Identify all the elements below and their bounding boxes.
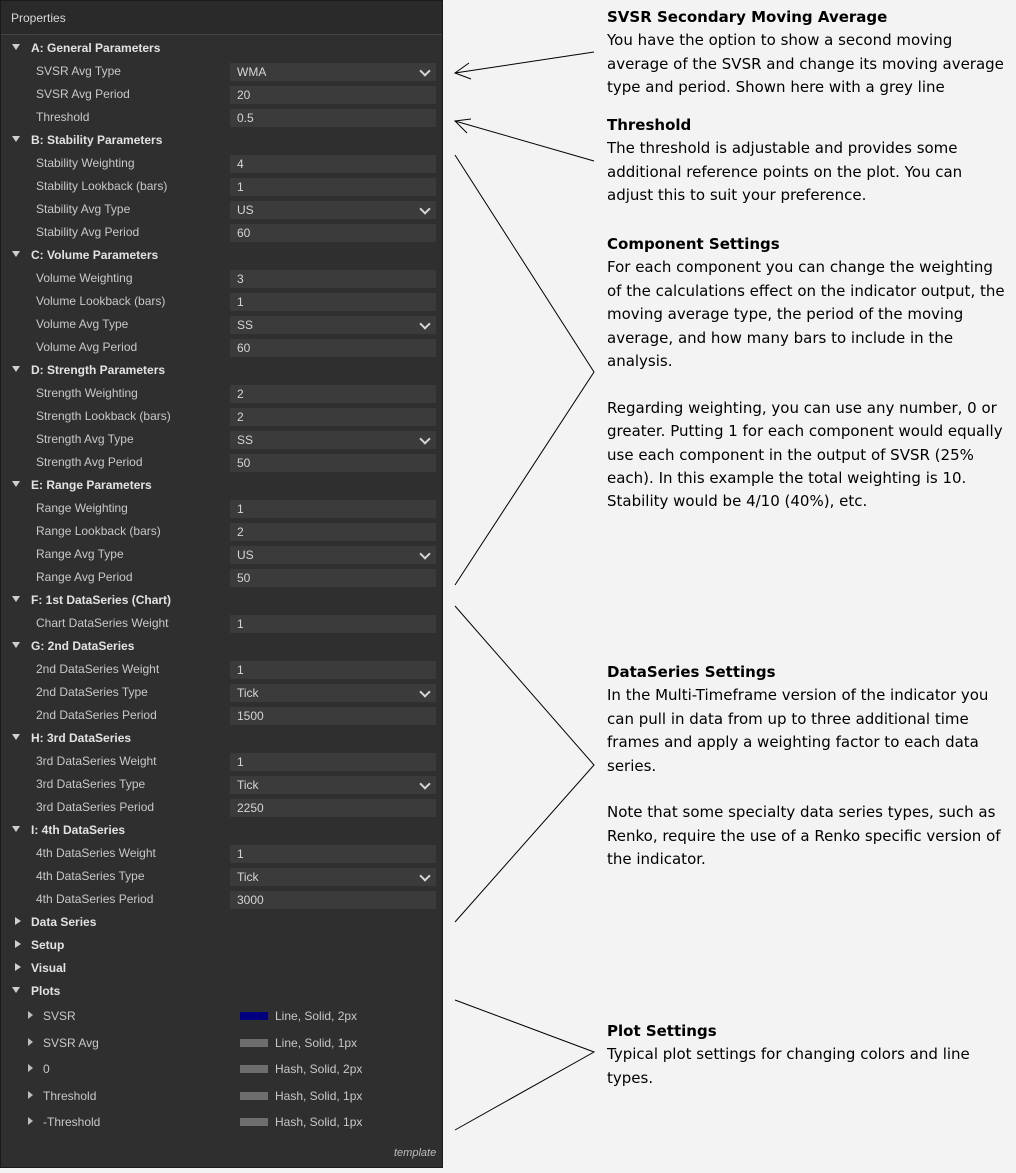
plot-style-value[interactable]: Hash, Solid, 1px [275, 1115, 363, 1129]
note-plot-settings-title: Plot Settings [607, 1022, 717, 1040]
property-row [1, 313, 442, 336]
bracket-plot-settings [455, 1000, 594, 1130]
property-row [1, 428, 442, 451]
property-label: 4th DataSeries Type [36, 869, 145, 883]
section-header[interactable] [1, 589, 442, 612]
property-label: Volume Weighting [36, 271, 133, 285]
section-label: G: 2nd DataSeries [31, 639, 135, 653]
section-label: D: Strength Parameters [31, 363, 166, 377]
property-dropdown[interactable]: US [230, 546, 436, 564]
plot-label: Threshold [43, 1088, 97, 1103]
property-label: Threshold [36, 110, 90, 124]
property-label: 2nd DataSeries Period [36, 708, 157, 722]
property-input[interactable]: 0.5 [230, 109, 436, 127]
note-dataseries-settings-text-1: In the Multi-Timeframe version of the indicator you can pull in data from up to three additional time frames and apply a weighting factor to each data series. [607, 686, 989, 775]
plot-label: 0 [43, 1062, 50, 1076]
property-row [1, 704, 442, 727]
section-header[interactable] [1, 474, 442, 497]
property-input[interactable]: 1 [230, 753, 436, 771]
property-label: Chart DataSeries Weight [36, 616, 169, 630]
property-label: Stability Avg Period [36, 225, 140, 239]
property-input[interactable]: 1 [230, 661, 436, 679]
plot-color-swatch[interactable] [240, 1118, 268, 1126]
property-label: Stability Avg Type [36, 202, 131, 216]
expand-arrow-icon[interactable] [12, 642, 20, 648]
property-row [1, 175, 442, 198]
expand-arrow-icon[interactable] [12, 366, 20, 372]
section-header[interactable] [1, 129, 442, 152]
note-component-settings [607, 233, 1007, 514]
plot-color-swatch[interactable] [240, 1065, 268, 1073]
property-label: Stability Lookback (bars) [36, 179, 168, 193]
section-header[interactable] [1, 635, 442, 658]
property-input[interactable]: 20 [230, 86, 436, 104]
property-input[interactable]: 2 [230, 385, 436, 403]
plot-style-value[interactable]: Line, Solid, 1px [275, 1035, 358, 1050]
note-threshold-text: The threshold is adjustable and provides some additional reference points on the plot. You can adjust this to suit your preference. [607, 139, 963, 205]
property-dropdown[interactable]: SS [230, 431, 436, 449]
note-dataseries-settings-text-2: Note that some specialty data series types, such as Renko, require the use of a Renko specific version of the indicator. [607, 803, 1001, 869]
plot-row[interactable] [1, 1109, 442, 1135]
section-label: F: 1st DataSeries (Chart) [31, 593, 172, 607]
section-header[interactable] [1, 934, 442, 957]
property-row [1, 566, 442, 589]
property-dropdown[interactable]: SS [230, 316, 436, 334]
expand-arrow-icon[interactable] [12, 596, 20, 602]
property-row [1, 451, 442, 474]
property-dropdown[interactable]: WMA [230, 63, 436, 81]
collapse-arrow-icon[interactable] [15, 940, 21, 948]
bracket-dataseries-settings [455, 606, 594, 922]
property-label: Range Avg Period [36, 570, 133, 584]
property-row [1, 865, 442, 888]
property-row [1, 382, 442, 405]
property-label: SVSR Avg Period [36, 87, 130, 101]
plot-style-value[interactable]: Hash, Solid, 2px [275, 1062, 363, 1076]
expand-arrow-icon[interactable] [12, 734, 20, 740]
property-row [1, 681, 442, 704]
property-input[interactable]: 1 [230, 178, 436, 196]
property-input[interactable]: 2250 [230, 799, 436, 817]
section-label: A: General Parameters [31, 41, 161, 55]
collapse-arrow-icon[interactable] [15, 963, 21, 971]
property-row [1, 773, 442, 796]
property-row [1, 497, 442, 520]
property-row [1, 83, 442, 106]
property-label: Range Weighting [36, 501, 128, 515]
property-label: Strength Avg Period [36, 455, 143, 469]
property-label: 3rd DataSeries Period [36, 800, 155, 814]
property-label: 2nd DataSeries Weight [36, 662, 160, 676]
expand-arrow-icon[interactable] [12, 251, 20, 257]
note-plot-settings-text: Typical plot settings for changing colors and line types. [607, 1045, 970, 1087]
property-row [1, 796, 442, 819]
expand-arrow-icon[interactable] [12, 826, 20, 832]
note-component-settings-text-2: Regarding weighting, you can use any number, 0 or greater. Putting 1 for each component would equally use each component in the output of SVSR (25% each). In this example the total weighting is 10. Stability would be 4/10 (40%), etc. [607, 398, 1003, 511]
section-label: H: 3rd DataSeries [31, 731, 132, 745]
note-threshold-title: Threshold [607, 116, 692, 134]
property-label: Strength Avg Type [36, 432, 134, 446]
property-row [1, 106, 442, 129]
plot-row[interactable] [1, 1003, 442, 1029]
expand-arrow-icon[interactable] [28, 1011, 33, 1019]
property-row [1, 750, 442, 773]
section-label: B: Stability Parameters [31, 133, 163, 147]
property-label: Volume Lookback (bars) [36, 294, 166, 308]
section-label: C: Volume Parameters [31, 248, 159, 262]
property-dropdown[interactable]: Tick [230, 868, 436, 886]
expand-arrow-icon[interactable] [12, 136, 20, 142]
expand-arrow-icon[interactable] [28, 1064, 33, 1072]
note-component-settings-title: Component Settings [607, 235, 780, 253]
property-label: Stability Weighting [36, 156, 135, 170]
property-row [1, 888, 442, 911]
arrowhead-secondary-ma [455, 63, 471, 79]
property-row [1, 198, 442, 221]
property-label: 2nd DataSeries Type [36, 685, 148, 699]
property-row [1, 290, 442, 313]
property-label: Volume Avg Type [36, 317, 129, 331]
property-input[interactable]: 1 [230, 615, 436, 633]
property-dropdown[interactable]: Tick [230, 684, 436, 702]
expand-arrow-icon[interactable] [12, 987, 20, 993]
panel-title: Properties [1, 1, 442, 35]
property-input[interactable]: 60 [230, 339, 436, 357]
property-row [1, 520, 442, 543]
properties-panel [0, 0, 443, 1168]
property-row [1, 612, 442, 635]
property-label: 3rd DataSeries Type [36, 777, 146, 791]
plot-row[interactable] [1, 1083, 442, 1109]
plot-color-swatch[interactable] [240, 1012, 268, 1020]
section-header[interactable] [1, 911, 442, 934]
expand-arrow-icon[interactable] [28, 1091, 33, 1099]
plot-label: SVSR Avg [43, 1035, 99, 1050]
property-label: Strength Weighting [36, 386, 138, 400]
arrow-line-secondary-ma [455, 52, 594, 73]
note-secondary-ma-title: SVSR Secondary Moving Average [607, 8, 888, 26]
property-label: 3rd DataSeries Weight [36, 754, 157, 768]
plot-row[interactable] [1, 1056, 442, 1082]
property-label: Range Avg Type [36, 547, 124, 561]
plot-style-value[interactable]: Line, Solid, 2px [275, 1009, 358, 1023]
expand-arrow-icon[interactable] [28, 1117, 33, 1125]
section-label: Setup [31, 938, 65, 952]
property-input[interactable]: 1 [230, 293, 436, 311]
property-input[interactable]: 1500 [230, 707, 436, 725]
section-label: Plots [31, 984, 61, 998]
arrowhead-threshold [455, 119, 471, 133]
property-row [1, 267, 442, 290]
arrow-line-threshold [455, 121, 594, 161]
plot-label: SVSR [43, 1009, 76, 1023]
plot-label: -Threshold [43, 1115, 101, 1129]
property-input[interactable]: 2 [230, 523, 436, 541]
property-input[interactable]: 60 [230, 224, 436, 242]
property-input[interactable]: 50 [230, 454, 436, 472]
property-row [1, 152, 442, 175]
property-row [1, 60, 442, 83]
expand-arrow-icon[interactable] [28, 1038, 33, 1046]
note-secondary-ma [607, 6, 1007, 100]
section-label: Visual [31, 961, 67, 975]
section-header[interactable] [1, 819, 442, 842]
note-plot-settings [607, 1020, 1007, 1090]
section-header[interactable] [1, 37, 442, 60]
template-link[interactable]: template [394, 1147, 437, 1159]
property-input[interactable]: 50 [230, 569, 436, 587]
property-input[interactable]: 3 [230, 270, 436, 288]
property-input[interactable]: 1 [230, 845, 436, 863]
plot-row[interactable] [1, 1030, 442, 1056]
property-label: Range Lookback (bars) [36, 524, 161, 538]
section-header[interactable] [1, 244, 442, 267]
property-row [1, 543, 442, 566]
section-header[interactable] [1, 980, 442, 1003]
property-label: Volume Avg Period [36, 340, 138, 354]
property-row [1, 336, 442, 359]
plot-color-swatch[interactable] [240, 1092, 268, 1100]
property-row [1, 405, 442, 428]
note-dataseries-settings-title: DataSeries Settings [607, 663, 776, 681]
property-dropdown[interactable]: Tick [230, 776, 436, 794]
property-label: 4th DataSeries Period [36, 892, 154, 906]
property-input[interactable]: 4 [230, 155, 436, 173]
bracket-component-settings [455, 155, 594, 585]
plot-color-swatch[interactable] [240, 1039, 268, 1047]
property-input[interactable]: 1 [230, 500, 436, 518]
property-label: 4th DataSeries Weight [36, 846, 156, 860]
expand-arrow-icon[interactable] [12, 481, 20, 487]
property-input[interactable]: 3000 [230, 891, 436, 909]
collapse-arrow-icon[interactable] [15, 917, 21, 925]
property-dropdown[interactable]: US [230, 201, 436, 219]
note-dataseries-settings [607, 661, 1007, 872]
section-label: Data Series [31, 915, 97, 929]
property-row [1, 842, 442, 865]
note-secondary-ma-text: You have the option to show a second moving average of the SVSR and change its moving average type and period. Shown here with a grey line [607, 31, 1004, 97]
note-component-settings-text-1: For each component you can change the weighting of the calculations effect on the indicator output, the moving average type, the period of the moving average, and how many bars to include in the analysis. [607, 258, 1005, 371]
section-header[interactable] [1, 957, 442, 980]
section-header[interactable] [1, 727, 442, 750]
property-input[interactable]: 2 [230, 408, 436, 426]
plot-style-value[interactable]: Hash, Solid, 1px [275, 1088, 363, 1103]
section-label: E: Range Parameters [31, 478, 152, 492]
property-row [1, 221, 442, 244]
section-label: I: 4th DataSeries [31, 823, 126, 837]
property-row [1, 658, 442, 681]
expand-arrow-icon[interactable] [12, 44, 20, 50]
section-header[interactable] [1, 359, 442, 382]
property-label: SVSR Avg Type [36, 64, 121, 78]
note-threshold [607, 114, 1007, 208]
property-label: Strength Lookback (bars) [36, 409, 171, 423]
